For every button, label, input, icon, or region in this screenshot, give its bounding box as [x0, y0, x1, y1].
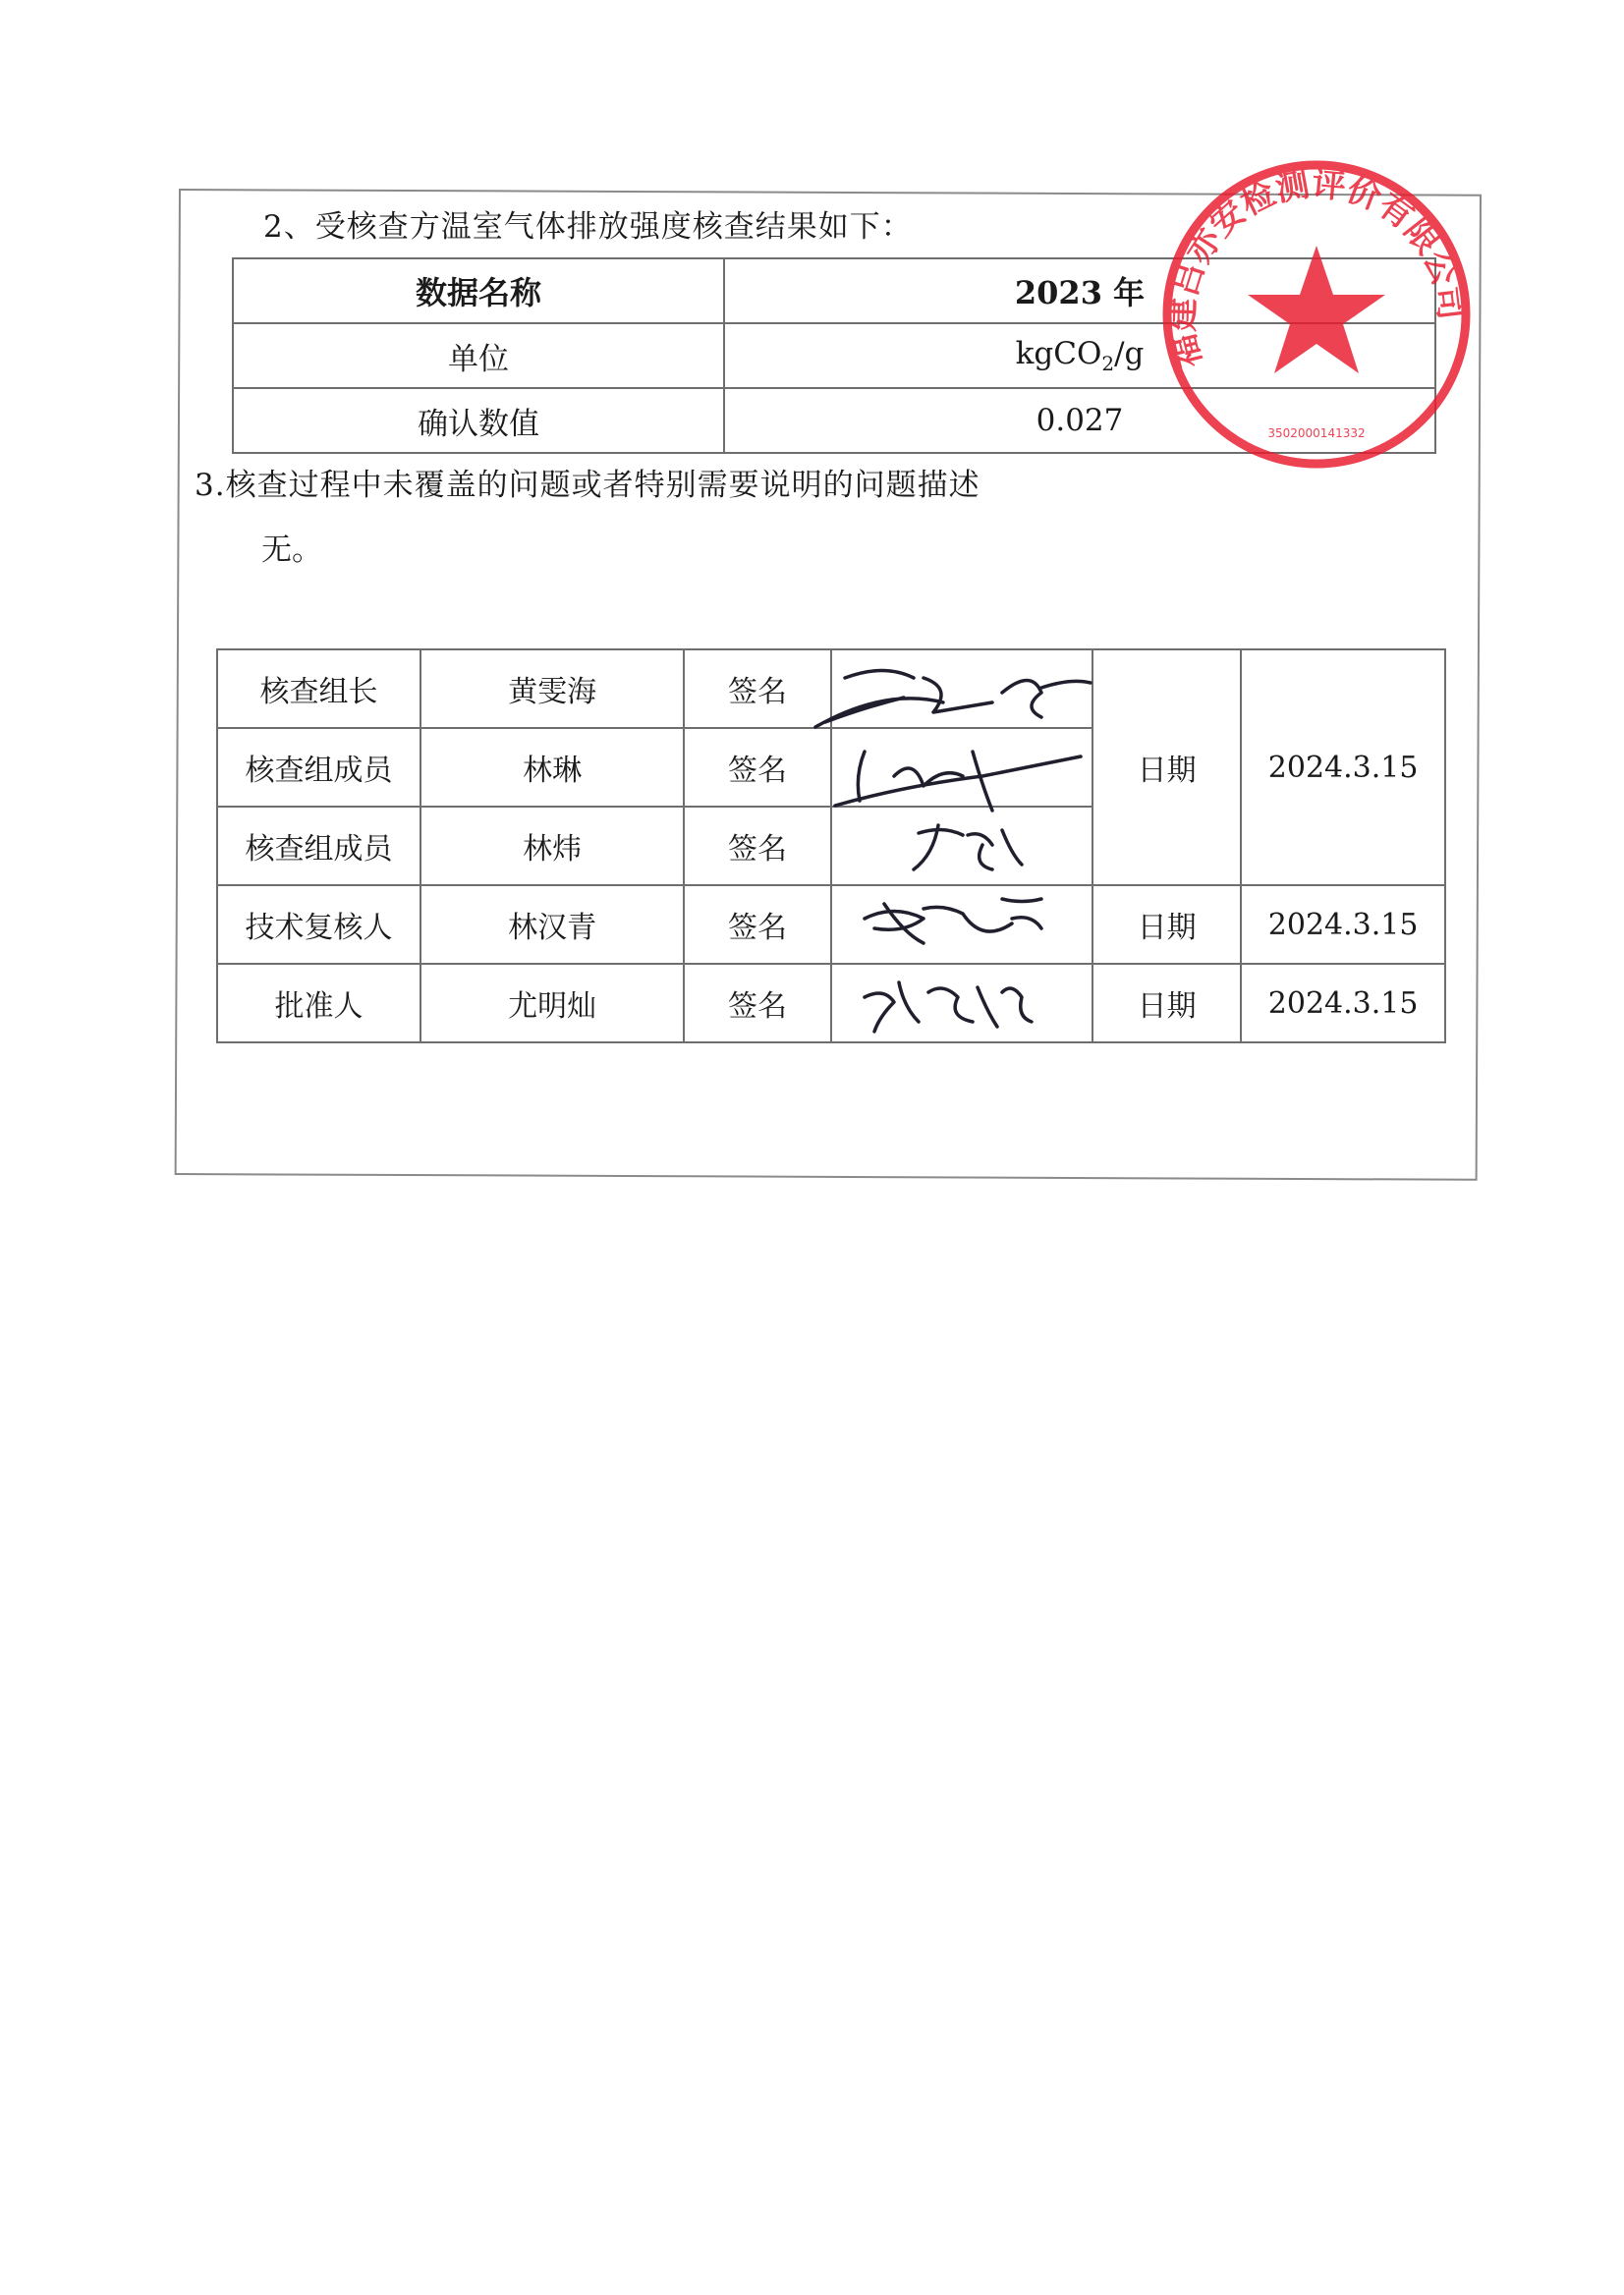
section2-title: 2、受核查方温室气体排放强度核查结果如下： — [263, 209, 913, 245]
table-row — [217, 885, 1445, 964]
unit-label: 单位 — [233, 323, 724, 388]
seal-text: 福建吕亦安检测评价有限公司 — [1162, 164, 1471, 372]
sign-label: 签名 — [684, 807, 830, 885]
role-cell: 技术复核人 — [217, 885, 420, 964]
sign-label: 签名 — [684, 885, 830, 964]
date-label: 日期 — [1092, 649, 1241, 885]
table-row — [217, 964, 1445, 1042]
date-value: 2024.3.15 — [1241, 649, 1445, 885]
signature-cell — [831, 964, 1092, 1042]
role-cell: 核查组长 — [217, 649, 420, 728]
name-cell: 林炜 — [420, 807, 685, 885]
sign-label: 签名 — [684, 728, 830, 807]
signature-cell — [831, 649, 1092, 728]
date-label: 日期 — [1092, 964, 1241, 1042]
unit-prefix: kgCO — [1015, 335, 1102, 371]
name-cell: 尤明灿 — [420, 964, 685, 1042]
value-label: 确认数值 — [233, 388, 724, 453]
name-cell: 黄雯海 — [420, 649, 685, 728]
section3-title: 3.核查过程中未覆盖的问题或者特别需要说明的问题描述 — [195, 468, 980, 503]
unit-subscript: 2 — [1101, 352, 1115, 376]
sign-label: 签名 — [684, 964, 830, 1042]
section3-content: 无。 — [261, 532, 322, 568]
table-row — [217, 649, 1445, 728]
company-seal — [1149, 147, 1484, 481]
date-value: 2024.3.15 — [1241, 964, 1445, 1042]
signature-table — [216, 648, 1446, 1043]
signature-cell — [831, 728, 1092, 807]
header-data-name: 数据名称 — [233, 258, 724, 323]
date-label: 日期 — [1092, 885, 1241, 964]
seal-number: 3502000141332 — [1267, 426, 1366, 440]
name-cell: 林汉青 — [420, 885, 685, 964]
sign-label: 签名 — [684, 649, 830, 728]
header-year: 2023 年 — [724, 258, 1435, 323]
signature-cell — [831, 885, 1092, 964]
role-cell: 核查组成员 — [217, 807, 420, 885]
signature-cell — [831, 807, 1092, 885]
unit-suffix: /g — [1114, 335, 1145, 371]
role-cell: 批准人 — [217, 964, 420, 1042]
role-cell: 核查组成员 — [217, 728, 420, 807]
date-value: 2024.3.15 — [1241, 885, 1445, 964]
confirmed-value: 0.027 — [724, 388, 1435, 453]
name-cell: 林琳 — [420, 728, 685, 807]
